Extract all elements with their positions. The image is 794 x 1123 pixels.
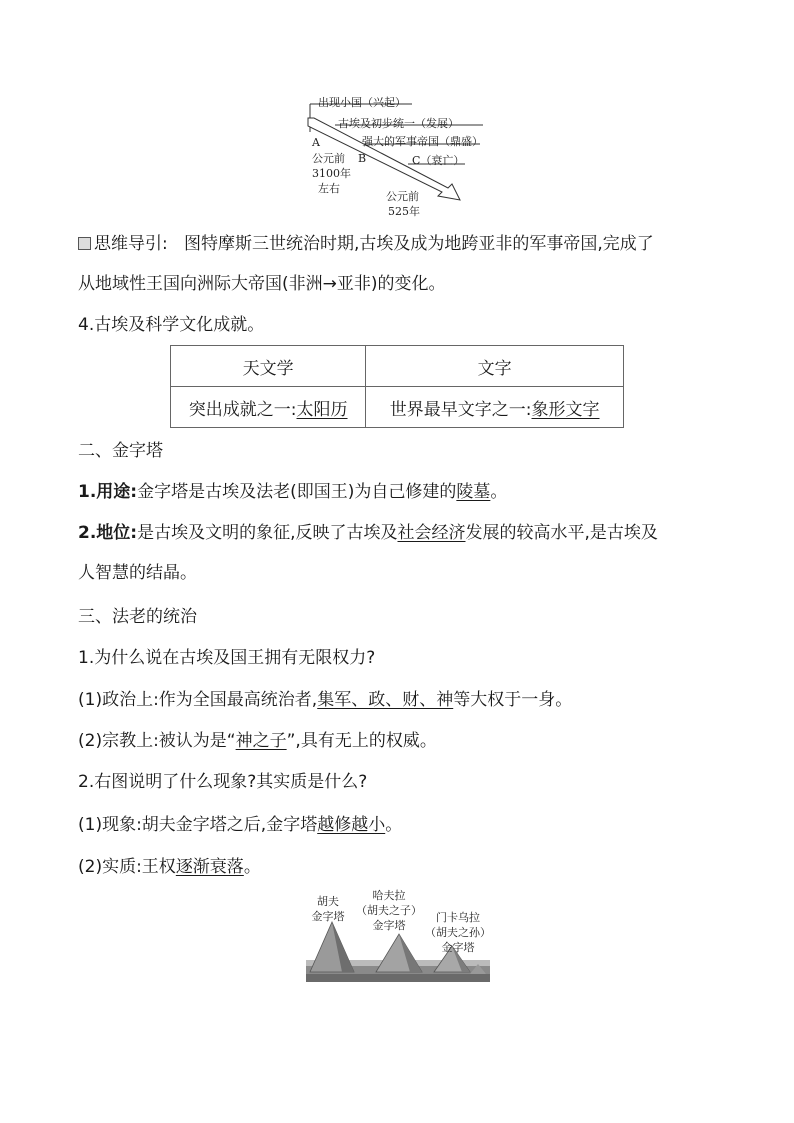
use-label: 1.用途:: [78, 482, 138, 502]
status-text: 是古埃及文明的象征,反映了古埃及: [137, 523, 398, 543]
q2: 2.右图说明了什么现象?其实质是什么?: [78, 772, 368, 792]
q2b-prefix: (2)实质:王权: [78, 857, 176, 877]
timeline-date-start-2: 3100年: [312, 167, 351, 180]
timeline-date-start-3: 左右: [318, 182, 340, 195]
timeline-label-peak: 强大的军事帝国（鼎盛）: [362, 135, 483, 148]
section2-status-2: 人智慧的结晶。: [78, 563, 197, 583]
q2a-answer: 越修越小: [317, 815, 386, 835]
section2-use: [78, 480, 507, 504]
khafre-label-line: 金字塔: [372, 919, 406, 932]
menkaure-label: [420, 910, 496, 955]
timeline-label-develop: 古埃及初步统一（发展）: [338, 117, 459, 130]
timeline-date-start-1: 公元前: [312, 152, 345, 165]
q2-answer-a: [78, 813, 402, 837]
menkaure-label-line: 金字塔: [441, 941, 475, 954]
use-text-end: 。: [490, 482, 508, 502]
q1a-prefix: (1)政治上:作为全国最高统治者,: [78, 690, 318, 710]
status-answer: 社会经济: [397, 523, 466, 543]
khafre-label-line: （胡夫之子）: [356, 904, 422, 917]
timeline-label-decline: C（衰亡）: [412, 154, 465, 167]
q2a-prefix: (1)现象:胡夫金字塔之后,金字塔: [78, 815, 318, 835]
timeline-diagram: [300, 92, 483, 222]
khufu-label-line: 金字塔: [311, 910, 345, 923]
guide-text-1: 图特摩斯三世统治时期,古埃及成为地跨亚非的军事帝国,完成了: [183, 234, 654, 254]
q2b-suffix: 。: [243, 857, 261, 877]
khafre-label-line: 哈夫拉: [372, 889, 406, 902]
q1a-answer: 集军、政、财、神: [317, 690, 454, 710]
section2-status-1: [78, 521, 658, 545]
pyramids-illustration: [306, 888, 490, 982]
q1-answer-a: [78, 688, 572, 712]
q1b-prefix: (2)宗教上:被认为是“: [78, 731, 236, 751]
status-text-b: 发展的较高水平,是古埃及: [465, 523, 658, 543]
section2-heading: 二、金字塔: [78, 441, 163, 461]
cell-prefix: 世界最早文字之一:: [389, 399, 532, 420]
q1: 1.为什么说在古埃及国王拥有无限权力?: [78, 648, 376, 668]
q1a-suffix: 等大权于一身。: [453, 690, 573, 710]
khafre-label: [350, 888, 428, 933]
science-table: [170, 345, 624, 428]
guide-line-1: [78, 232, 654, 256]
cell-answer: 象形文字: [531, 399, 600, 420]
status-label: 2.地位:: [78, 523, 138, 543]
q1b-answer: 神之子: [235, 731, 287, 751]
table-cell: [366, 387, 624, 428]
guide-icon: [78, 237, 91, 250]
timeline-marker-b: B: [358, 152, 367, 165]
khufu-label: [306, 894, 350, 924]
use-answer: 陵墓: [456, 482, 491, 502]
menkaure-label-line: 门卡乌拉: [436, 911, 480, 924]
table-row: [171, 387, 624, 428]
guide-label: 思维导引:: [94, 234, 168, 254]
cell-prefix: 突出成就之一:: [188, 399, 297, 420]
q1b-suffix: ”,具有无上的权威。: [286, 731, 437, 751]
table-header-cell: 文字: [366, 346, 624, 387]
q2b-answer: 逐渐衰落: [175, 857, 244, 877]
table-cell: [171, 387, 366, 428]
section3-heading: 三、法老的统治: [78, 607, 197, 627]
table-header-row: [171, 346, 624, 387]
timeline-label-rise: 出现小国（兴起）: [318, 96, 406, 109]
timeline-date-end-2: 525年: [388, 205, 420, 218]
menkaure-label-line: （胡夫之孙）: [425, 926, 491, 939]
guide-line-2: 从地域性王国向洲际大帝国(非洲→亚非)的变化。: [78, 274, 446, 294]
khufu-label-line: 胡夫: [317, 895, 339, 908]
item4-heading: 4.古埃及科学文化成就。: [78, 315, 265, 335]
timeline-date-end-1: 公元前: [386, 190, 419, 203]
table-header-cell: 天文学: [171, 346, 366, 387]
cell-answer: 太阳历: [296, 399, 348, 420]
use-text: 金字塔是古埃及法老(即国王)为自己修建的: [137, 482, 457, 502]
q2-answer-b: [78, 855, 261, 879]
timeline-marker-a: A: [312, 136, 320, 149]
q2a-suffix: 。: [385, 815, 403, 835]
q1-answer-b: [78, 729, 437, 753]
